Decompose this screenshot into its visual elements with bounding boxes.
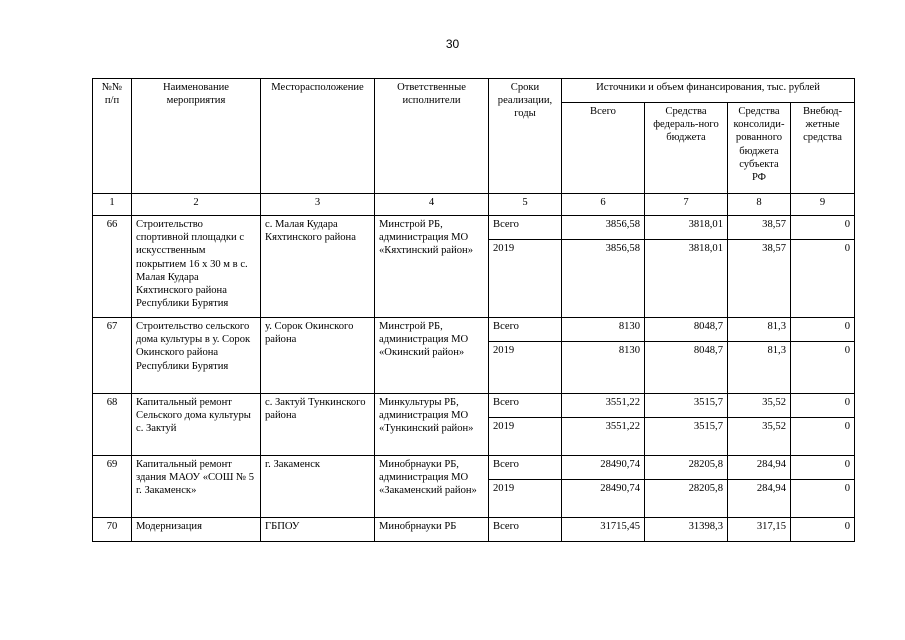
row-num: 66: [93, 216, 132, 318]
row-name: Строительство спортивной площадки с искусственным покрытием 16 х 30 м в с. Малая Кудара Кяхтинского района Республики Бурятия: [132, 216, 261, 318]
row-offbudget: 0: [791, 342, 855, 394]
row-regional: 284,94: [728, 456, 791, 480]
header-offbudget: Внебюд-жетные средства: [791, 103, 855, 194]
row-executors: Минобрнауки РБ: [375, 518, 489, 542]
row-period: Всего: [489, 456, 562, 480]
table-row: [93, 518, 855, 542]
column-number: 4: [375, 194, 489, 216]
table-row: [93, 318, 855, 342]
row-regional: 81,3: [728, 342, 791, 394]
row-offbudget: 0: [791, 318, 855, 342]
row-total: 28490,74: [562, 456, 645, 480]
row-name: Модернизация: [132, 518, 261, 542]
row-name: Капитальный ремонт Сельского дома культуры с. Зактуй: [132, 394, 261, 456]
row-executors: Минкультуры РБ, администрация МО «Тункинский район»: [375, 394, 489, 456]
header-federal: Средства федераль-ного бюджета: [645, 103, 728, 194]
row-federal: 3818,01: [645, 240, 728, 318]
row-regional: 38,57: [728, 216, 791, 240]
header-executors: Ответственные исполнители: [375, 79, 489, 194]
row-location: с. Зактуй Тункинского района: [261, 394, 375, 456]
table-row: [93, 394, 855, 418]
row-federal: 28205,8: [645, 480, 728, 518]
row-regional: 38,57: [728, 240, 791, 318]
column-number: 7: [645, 194, 728, 216]
row-num: 68: [93, 394, 132, 456]
row-location: у. Сорок Окинского района: [261, 318, 375, 394]
row-federal: 3515,7: [645, 418, 728, 456]
header-regional: Средства консолиди-рованного бюджета субъекта РФ: [728, 103, 791, 194]
row-period: Всего: [489, 216, 562, 240]
row-location: с. Малая Кудара Кяхтинского района: [261, 216, 375, 318]
row-total: 3551,22: [562, 394, 645, 418]
header-name: Наименование мероприятия: [132, 79, 261, 194]
row-executors: Минобрнауки РБ, администрация МО «Закаменский район»: [375, 456, 489, 518]
row-regional: 317,15: [728, 518, 791, 542]
row-name: Капитальный ремонт здания МАОУ «СОШ № 5 г. Закаменск»: [132, 456, 261, 518]
header-location: Месторасположение: [261, 79, 375, 194]
table-row: [93, 456, 855, 480]
row-total: 3856,58: [562, 216, 645, 240]
row-regional: 35,52: [728, 394, 791, 418]
column-number: 8: [728, 194, 791, 216]
row-location: г. Закаменск: [261, 456, 375, 518]
row-regional: 81,3: [728, 318, 791, 342]
row-regional: 35,52: [728, 418, 791, 456]
row-period: 2019: [489, 240, 562, 318]
row-federal: 31398,3: [645, 518, 728, 542]
row-federal: 3818,01: [645, 216, 728, 240]
row-period: Всего: [489, 518, 562, 542]
page-number: 30: [445, 37, 460, 51]
header-row: [93, 79, 855, 103]
header-total: Всего: [562, 103, 645, 194]
row-federal: 8048,7: [645, 318, 728, 342]
row-name: Строительство сельского дома культуры в у. Сорок Окинского района Республики Бурятия: [132, 318, 261, 394]
column-number: 9: [791, 194, 855, 216]
row-total: 3551,22: [562, 418, 645, 456]
row-total: 8130: [562, 342, 645, 394]
row-period: Всего: [489, 318, 562, 342]
row-period: 2019: [489, 480, 562, 518]
header-num: №№ п/п: [93, 79, 132, 194]
row-offbudget: 0: [791, 518, 855, 542]
row-executors: Минстрой РБ, администрация МО «Кяхтинский район»: [375, 216, 489, 318]
row-federal: 8048,7: [645, 342, 728, 394]
row-total: 8130: [562, 318, 645, 342]
row-offbudget: 0: [791, 394, 855, 418]
row-period: 2019: [489, 418, 562, 456]
row-num: 67: [93, 318, 132, 394]
row-offbudget: 0: [791, 456, 855, 480]
row-offbudget: 0: [791, 240, 855, 318]
column-number-row: [93, 194, 855, 216]
column-number: 6: [562, 194, 645, 216]
row-period: Всего: [489, 394, 562, 418]
row-regional: 284,94: [728, 480, 791, 518]
header-period: Сроки реализации, годы: [489, 79, 562, 194]
row-num: 70: [93, 518, 132, 542]
header-funding-group: Источники и объем финансирования, тыс. рублей: [562, 79, 855, 103]
row-federal: 28205,8: [645, 456, 728, 480]
row-total: 3856,58: [562, 240, 645, 318]
row-total: 31715,45: [562, 518, 645, 542]
row-offbudget: 0: [791, 216, 855, 240]
row-offbudget: 0: [791, 480, 855, 518]
row-num: 69: [93, 456, 132, 518]
row-executors: Минстрой РБ, администрация МО «Окинский район»: [375, 318, 489, 394]
row-total: 28490,74: [562, 480, 645, 518]
table-row: [93, 216, 855, 240]
row-location: ГБПОУ: [261, 518, 375, 542]
column-number: 5: [489, 194, 562, 216]
funding-table: [92, 78, 855, 542]
row-offbudget: 0: [791, 418, 855, 456]
column-number: 3: [261, 194, 375, 216]
row-period: 2019: [489, 342, 562, 394]
row-federal: 3515,7: [645, 394, 728, 418]
column-number: 1: [93, 194, 132, 216]
column-number: 2: [132, 194, 261, 216]
